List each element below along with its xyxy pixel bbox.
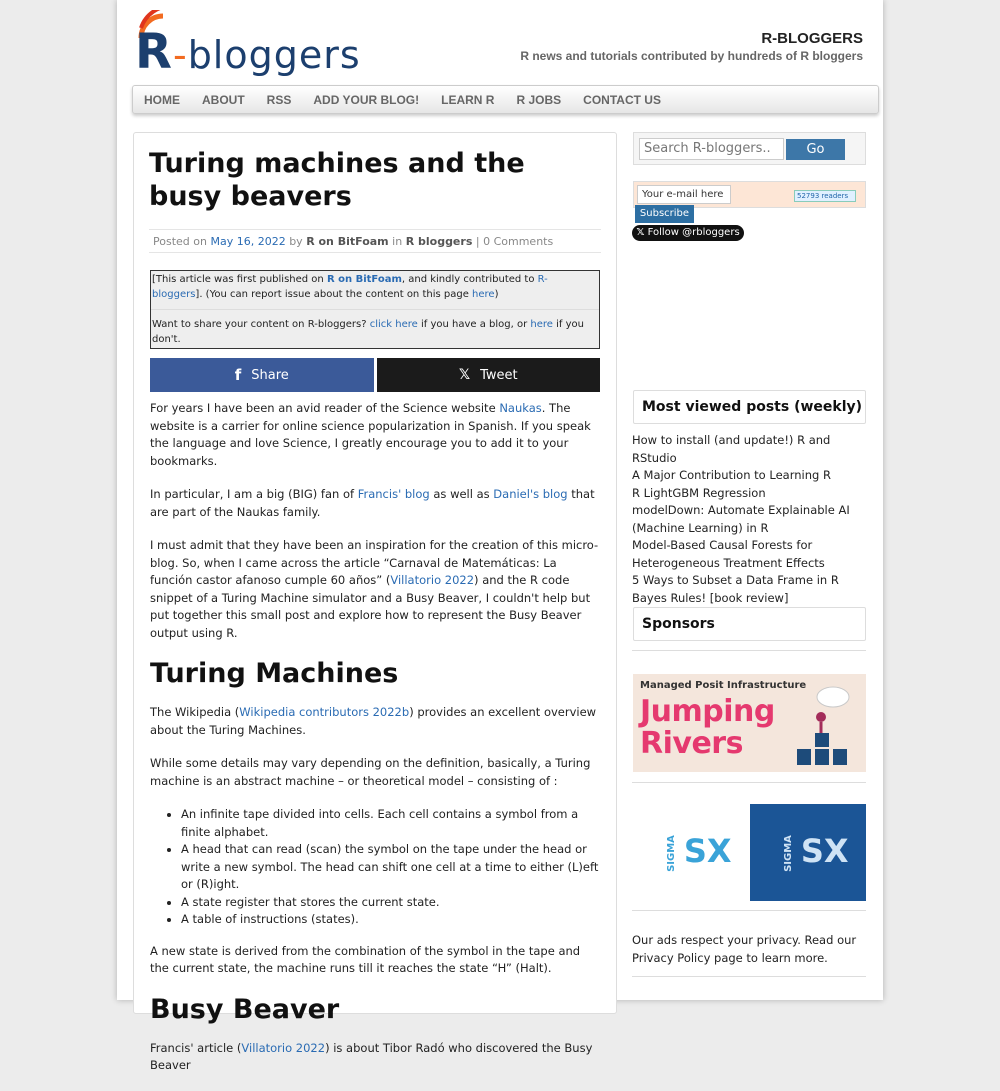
follow-label: Follow @rbloggers (647, 227, 740, 238)
villatorio-link[interactable]: Villatorio 2022 (241, 1040, 326, 1055)
most-viewed-link[interactable]: modelDown: Automate Explainable AI (Machine Learning) in R (632, 503, 850, 535)
section-heading-busy-beaver: Busy Beaver (150, 993, 340, 1025)
readers-badge (794, 190, 856, 202)
sx-logo (770, 832, 849, 870)
most-viewed-title: Most viewed posts (weekly) (633, 390, 866, 424)
notice-source-link[interactable]: R on BitFoam (326, 274, 402, 285)
sigma-sx-ad-dark[interactable] (750, 804, 866, 901)
most-viewed-link[interactable]: How to install (and update!) R and RStudio (632, 433, 831, 465)
paragraph (150, 1040, 602, 1075)
search-input[interactable]: Search R-bloggers.. (639, 138, 784, 160)
notice-text: if you have a blog, or (417, 319, 531, 330)
x-icon: 𝕏 (458, 367, 471, 383)
site-logo[interactable] (135, 10, 365, 80)
x-icon: 𝕏 (636, 227, 645, 238)
paragraph (150, 704, 602, 739)
email-input[interactable]: Your e-mail here (637, 185, 731, 204)
naukas-link[interactable]: Naukas (499, 401, 542, 415)
divider (632, 976, 866, 977)
facebook-share-button[interactable] (150, 358, 374, 392)
ad-headline: Managed Posit Infrastructure (640, 680, 807, 691)
notice-report-link[interactable]: here (472, 289, 495, 300)
nav-home[interactable]: HOME (144, 92, 180, 107)
nav-about[interactable]: ABOUT (202, 92, 245, 107)
article-body (150, 400, 602, 1091)
text: The Wikipedia ( (150, 705, 240, 719)
paragraph: While some details may vary depending on the definition, basically, a Turing machine is an abstract machine – or theoretical model – consisting of : (150, 756, 591, 788)
post-meta (149, 229, 601, 253)
sx-label: SX (683, 832, 732, 870)
tweet-label: Tweet (480, 367, 518, 383)
section-heading-turing: Turing Machines (150, 658, 399, 689)
text: ) is about Tibor Radó who discovered the Busy Beaver (150, 1040, 593, 1072)
notice-text: if you don't. (152, 319, 584, 345)
nav-add-your-blog[interactable]: ADD YOUR BLOG! (313, 92, 420, 107)
jumping-rivers-ad[interactable] (633, 674, 866, 772)
twitter-follow-button[interactable] (632, 225, 744, 241)
meta-comments[interactable]: 0 Comments (483, 235, 554, 248)
meta-author[interactable]: R on BitFoam (306, 235, 389, 248)
text: ) and the R code snippet of a Turing Machine simulator and a Busy Beaver, I couldn't help but put together this small post and explore how to represent the Busy Beaver output using R. (150, 573, 591, 640)
sponsors-title: Sponsors (633, 607, 866, 641)
here-link[interactable]: here (530, 319, 553, 330)
climber-illustration-icon (793, 679, 863, 769)
text: that are part of the Naukas family. (150, 487, 595, 519)
readers-count: 52793 (797, 192, 820, 200)
meta-in: in (392, 235, 403, 248)
turing-components-list (150, 806, 602, 929)
meta-posted-on: Posted on (153, 235, 207, 248)
meta-category[interactable]: R bloggers (405, 235, 473, 248)
paragraph (150, 486, 602, 521)
notice-divider (151, 309, 599, 310)
most-viewed-list (632, 432, 867, 607)
privacy-note: Our ads respect your privacy. Read our Privacy Policy page to learn more. (632, 933, 857, 965)
nav-rss[interactable]: RSS (266, 92, 292, 107)
ad-brand-line: Rivers (640, 726, 743, 761)
sigma-label: SIGMA (665, 834, 677, 872)
most-viewed-link[interactable]: Model-Based Causal Forests for Heterogeneous Treatment Effects (632, 538, 825, 570)
email-subscribe-widget (633, 181, 866, 208)
text: In particular, I am a big (BIG) fan of (150, 487, 358, 501)
nav-learn-r[interactable]: LEARN R (441, 92, 495, 107)
readers-label: readers (821, 192, 849, 200)
meta-by: by (289, 235, 303, 248)
daniels-blog-link[interactable]: Daniel's blog (493, 487, 568, 501)
tweet-button[interactable] (377, 358, 601, 392)
wikipedia-link[interactable]: Wikipedia contributors 2022b (239, 705, 410, 719)
page (117, 0, 883, 1072)
paragraph: A new state is derived from the combination of the symbol in the tape and the current state, the machine runs till it reaches the state “H” (Halt). (150, 943, 581, 975)
text: . The website is a carrier for online science popularization in Spanish. If you speak the language and love Science, I greatly encourage you to add it to your bookmarks. (150, 401, 591, 468)
villatorio-link[interactable]: Villatorio 2022 (390, 573, 475, 587)
notice-text: ) (494, 289, 499, 300)
francis-blog-link[interactable]: Francis' blog (357, 487, 430, 501)
notice-text: ]. (You can report issue about the content on this page (195, 289, 473, 300)
most-viewed-link[interactable]: 5 Ways to Subset a Data Frame in R (632, 573, 839, 587)
most-viewed-link[interactable]: Bayes Rules! [book review] (632, 590, 789, 605)
text: as well as (429, 487, 494, 501)
subscribe-button[interactable]: Subscribe (635, 205, 694, 223)
list-item: • A state register that stores the current state. (181, 894, 602, 912)
share-label: Share (251, 367, 289, 383)
site-title[interactable]: R-BLOGGERS (761, 30, 863, 47)
sigma-label: SIGMA (782, 834, 794, 872)
meta-date[interactable]: May 16, 2022 (210, 235, 286, 248)
search-widget (633, 132, 866, 165)
notice-text: , and kindly contributed to (401, 274, 538, 285)
divider (632, 910, 866, 911)
logo-text: R-bloggers (135, 24, 361, 80)
site-tagline: R news and tutorials contributed by hundreds of R bloggers (520, 49, 863, 63)
divider (632, 650, 866, 651)
list-item: • A table of instructions (states). (181, 911, 602, 929)
sigma-sx-ad-light[interactable] (633, 804, 748, 901)
sx-label: SX (800, 832, 849, 870)
ad-brand (640, 696, 775, 760)
article-title: Turing machines and the busy beavers (149, 148, 525, 212)
text: ) provides an excellent overview about the Turing Machines. (150, 705, 597, 737)
notice-text: Want to share your content on R-bloggers? (152, 319, 370, 330)
notice-site-link[interactable]: R-bloggers (152, 274, 548, 300)
search-go-button[interactable]: Go (786, 139, 845, 160)
text: I must admit that they have been an inspiration for the creation of this micro-blog. So, when I came across the article “Carnaval de Matemáticas: La función castor afanoso cumple 60 años” ( (150, 538, 599, 587)
click-here-link[interactable]: click here (369, 319, 418, 330)
text: Francis' article ( (150, 1040, 242, 1055)
main-nav (132, 85, 879, 114)
nav-contact-us[interactable]: CONTACT US (583, 92, 661, 107)
share-row (150, 358, 600, 392)
facebook-icon: f (234, 366, 242, 384)
republish-notice (150, 270, 600, 349)
divider (632, 782, 866, 783)
sx-logo (653, 832, 732, 870)
list-item: • A head that can read (scan) the symbol on the tape under the head or write a new symbol. The head can shift one cell at a time to either (L)eft or (R)ight. (181, 841, 602, 894)
article (133, 132, 617, 1072)
paragraph (150, 537, 602, 642)
text: For years I have been an avid reader of the Science website (150, 401, 500, 415)
notice-text: [This article was first published on (152, 274, 327, 285)
notice-share-line (152, 317, 599, 347)
list-item: • An infinite tape divided into cells. Each cell contains a symbol from a finite alphabet. (181, 806, 602, 841)
nav-r-jobs[interactable]: R JOBS (516, 92, 562, 107)
paragraph (150, 400, 602, 470)
most-viewed-link[interactable]: A Major Contribution to Learning R (632, 468, 831, 482)
meta-sep: | (475, 235, 480, 248)
ad-brand-line: Jumping (640, 694, 775, 729)
most-viewed-link[interactable]: R LightGBM Regression (632, 485, 766, 500)
